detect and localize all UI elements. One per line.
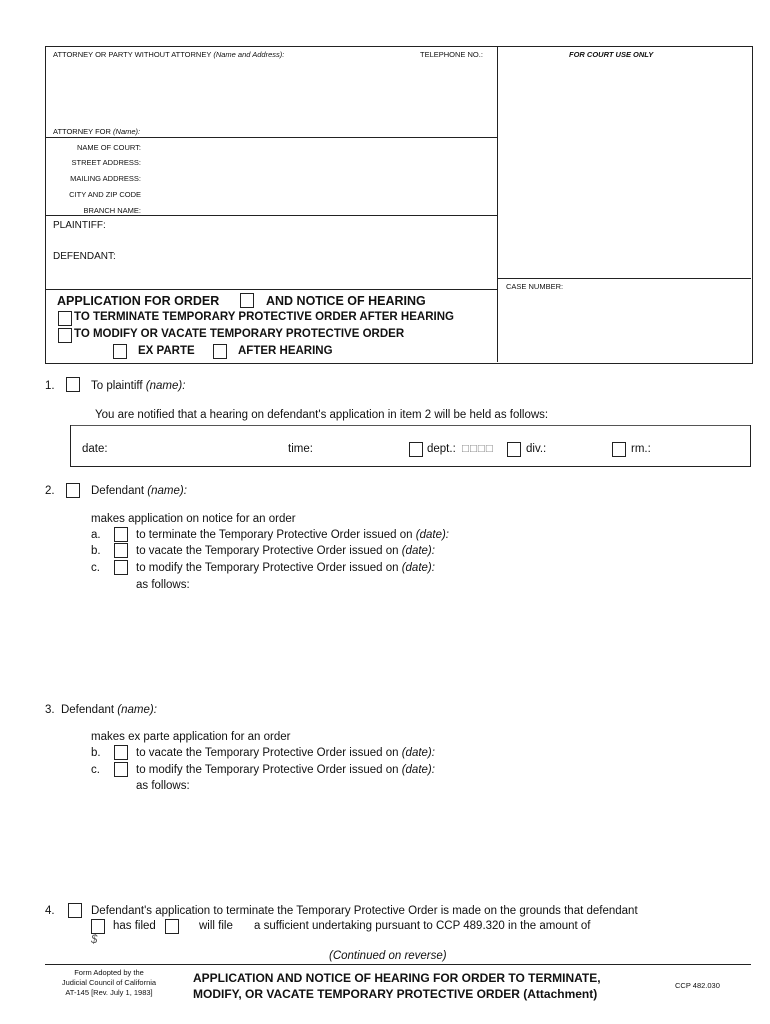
item2-as-follows: as follows: xyxy=(136,579,190,591)
footer-title-line2: MODIFY, OR VACATE TEMPORARY PROTECTIVE ORDER (Attachment) xyxy=(193,987,598,1001)
adopted-line-1: Form Adopted by the xyxy=(74,968,144,977)
case-number-label: CASE NUMBER: xyxy=(506,282,564,291)
item3-intro: makes ex parte application for an order xyxy=(91,731,291,743)
item2-b-letter: b. xyxy=(91,545,101,557)
has-filed-checkbox[interactable] xyxy=(91,919,105,934)
item2-a-letter: a. xyxy=(91,529,101,541)
attorney-for-label: ATTORNEY FOR (Name): xyxy=(53,127,141,136)
hearing-box-left xyxy=(70,425,71,467)
item2-c-letter: c. xyxy=(91,562,100,574)
item2-c-text: to modify the Temporary Protective Order issued on (date): xyxy=(136,562,435,574)
item1-checkbox[interactable] xyxy=(66,377,80,392)
will-file-label: will file xyxy=(199,920,233,932)
title-modify-vacate: TO MODIFY OR VACATE TEMPORARY PROTECTIVE ORDER xyxy=(74,328,405,340)
court-use-label: FOR COURT USE ONLY xyxy=(569,50,654,59)
undertaking-text: a sufficient undertaking pursuant to CCP 489.320 in the amount of xyxy=(254,920,591,932)
item4-number: 4. xyxy=(45,905,55,917)
hearing-date-label: date: xyxy=(82,443,108,455)
item2-c-checkbox[interactable] xyxy=(114,560,128,575)
item3-b-text: to vacate the Temporary Protective Order issued on (date): xyxy=(136,747,435,759)
item3-label: 3. Defendant (name): xyxy=(45,704,157,716)
title-notice-of-hearing: AND NOTICE OF HEARING xyxy=(266,294,426,308)
item2-number: 2. xyxy=(45,485,55,497)
item3-b-letter: b. xyxy=(91,747,101,759)
after-hearing-checkbox[interactable] xyxy=(213,344,227,359)
rm-checkbox[interactable] xyxy=(612,442,626,457)
item2-a-text: to terminate the Temporary Protective Order issued on (date): xyxy=(136,529,450,541)
item4-checkbox[interactable] xyxy=(68,903,82,918)
hearing-time-label: time: xyxy=(288,443,313,455)
has-filed-label: has filed xyxy=(113,920,156,932)
form-adopted-block xyxy=(48,968,170,998)
rm-label: rm.: xyxy=(631,443,651,455)
item4-text: Defendant's application to terminate the Temporary Protective Order is made on the grounds that defendant xyxy=(91,905,638,917)
mailing-address-label: MAILING ADDRESS: xyxy=(70,174,141,183)
attorney-label: ATTORNEY OR PARTY WITHOUT ATTORNEY (Name and Address): xyxy=(53,50,285,59)
div-checkbox[interactable] xyxy=(507,442,521,457)
item1-notice: You are notified that a hearing on defendant's application in item 2 will be held as follows: xyxy=(95,409,549,421)
after-hearing-label: AFTER HEARING xyxy=(238,345,333,357)
item3-c-letter: c. xyxy=(91,764,100,776)
parties-title-divider xyxy=(45,289,497,290)
dollar-sign: $ xyxy=(91,934,98,946)
attorney-court-divider xyxy=(45,137,497,138)
ccp-code: CCP 482.030 xyxy=(675,981,720,990)
div-label: div.: xyxy=(526,443,547,455)
dept-value-boxes: □□□□ xyxy=(462,443,494,455)
adopted-line-3: AT-145 [Rev. July 1, 1983] xyxy=(65,988,153,997)
ex-parte-checkbox[interactable] xyxy=(113,344,127,359)
telephone-label: TELEPHONE NO.: xyxy=(420,50,483,59)
city-zip-label: CITY AND ZIP CODE xyxy=(69,190,141,199)
name-of-court-label: NAME OF COURT: xyxy=(76,143,141,152)
hearing-box-right xyxy=(750,425,751,467)
caption-vertical-divider xyxy=(497,46,498,362)
item2-a-checkbox[interactable] xyxy=(114,527,128,542)
court-parties-divider xyxy=(45,215,497,216)
item2-intro: makes application on notice for an order xyxy=(91,513,296,525)
case-number-divider xyxy=(497,278,751,279)
hearing-box-top xyxy=(70,425,751,426)
adopted-line-2: Judicial Council of California xyxy=(61,978,157,987)
item2-label: Defendant (name): xyxy=(91,485,187,497)
item2-checkbox[interactable] xyxy=(66,483,80,498)
footer-title-line1: APPLICATION AND NOTICE OF HEARING FOR ORDER TO TERMINATE, xyxy=(193,971,601,985)
notice-of-hearing-checkbox[interactable] xyxy=(240,293,254,308)
dept-label: dept.: xyxy=(427,443,456,455)
branch-name-label: BRANCH NAME: xyxy=(83,206,141,215)
will-file-checkbox[interactable] xyxy=(165,919,179,934)
title-terminate: TO TERMINATE TEMPORARY PROTECTIVE ORDER AFTER HEARING xyxy=(74,311,454,323)
hearing-box-bottom xyxy=(70,466,751,467)
continued-on-reverse: (Continued on reverse) xyxy=(329,950,447,962)
item3-b-checkbox[interactable] xyxy=(114,745,128,760)
title-application-for-order: APPLICATION FOR ORDER xyxy=(57,294,220,308)
item3-as-follows: as follows: xyxy=(136,780,190,792)
terminate-checkbox[interactable] xyxy=(58,311,72,326)
item2-b-text: to vacate the Temporary Protective Order issued on (date): xyxy=(136,545,435,557)
item2-b-checkbox[interactable] xyxy=(114,543,128,558)
item3-c-checkbox[interactable] xyxy=(114,762,128,777)
item3-c-text: to modify the Temporary Protective Order issued on (date): xyxy=(136,764,435,776)
modify-vacate-checkbox[interactable] xyxy=(58,328,72,343)
ex-parte-label: EX PARTE xyxy=(138,345,195,357)
defendant-label: DEFENDANT: xyxy=(53,251,116,262)
dept-checkbox[interactable] xyxy=(409,442,423,457)
footer-rule xyxy=(45,964,751,965)
plaintiff-label: PLAINTIFF: xyxy=(53,220,106,231)
street-address-label: STREET ADDRESS: xyxy=(71,158,141,167)
item1-number: 1. xyxy=(45,380,55,392)
item1-label: To plaintiff (name): xyxy=(91,380,186,392)
